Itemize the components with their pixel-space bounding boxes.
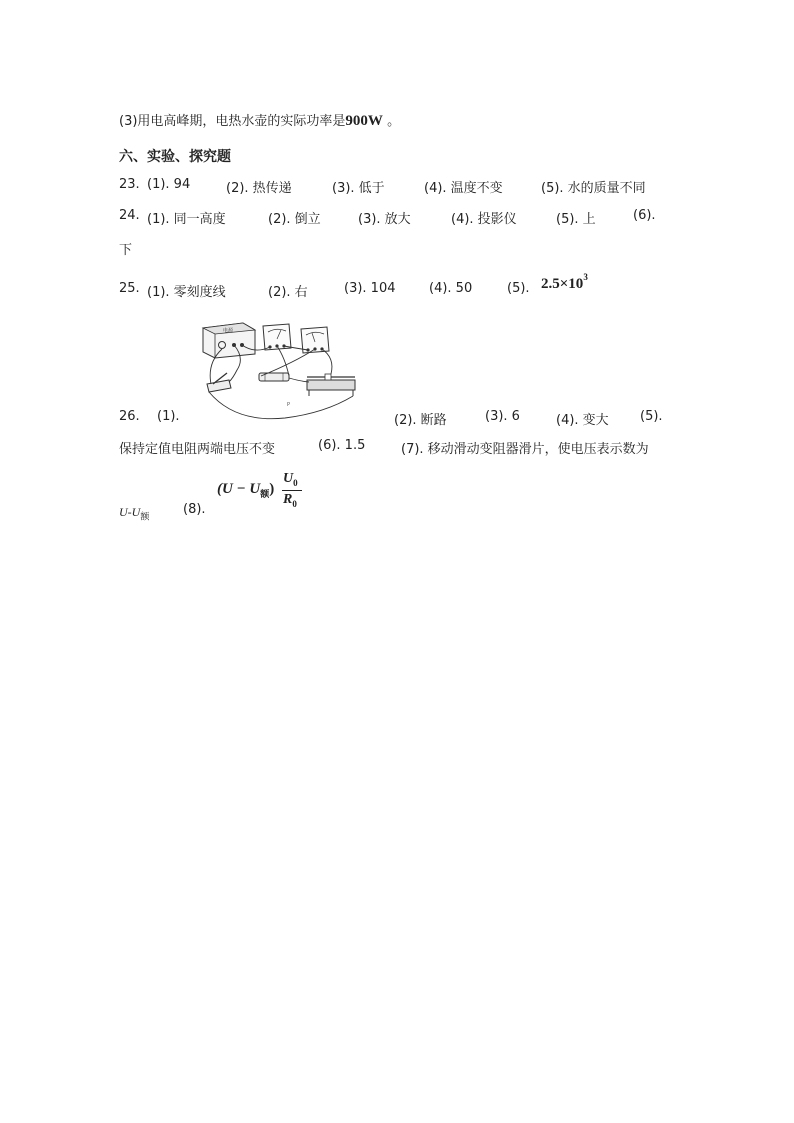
- q26-part-1: (1).: [157, 409, 180, 424]
- circuit-diagram-figure: [185, 318, 365, 423]
- q26-part: (6). 1.5: [318, 438, 366, 453]
- q23-part: (1). 94: [147, 177, 191, 192]
- q3-value: 900W: [345, 113, 383, 129]
- q25-part: (2). 右: [268, 285, 308, 300]
- q26-label-u-minus-u-rated: $U-U_额$: [119, 505, 150, 522]
- q26-num: 26.: [119, 409, 140, 424]
- q26-part: 保持定值电阻两端电压不变: [119, 442, 276, 457]
- q26-formula-left: $(U - U_额)$: [217, 481, 275, 499]
- q23-part: (2). 热传递: [226, 181, 292, 196]
- rheostat: [307, 374, 355, 396]
- q25-part: (4). 50: [429, 281, 473, 296]
- q24-num: 24.: [119, 208, 140, 223]
- q23-part: (3). 低于: [332, 181, 385, 196]
- q26-part: (7). 移动滑动变阻器滑片，使电压表示数为: [401, 442, 649, 457]
- q26-part: (5).: [640, 409, 663, 424]
- q3-end: 。: [387, 114, 401, 129]
- q26-part: (2). 断路: [394, 413, 447, 428]
- resistor: [259, 373, 289, 381]
- power-supply-label: 电源: [223, 328, 234, 334]
- q3-text: (3)用电高峰期，电热水壶的实际功率是: [119, 114, 346, 129]
- q24-part: (4). 投影仪: [451, 212, 517, 227]
- q23-num: 23.: [119, 177, 140, 192]
- answer-q3: [119, 110, 400, 130]
- q25-part: (3). 104: [344, 281, 396, 296]
- q24-cont: 下: [119, 243, 133, 258]
- q26-part: (4). 变大: [556, 413, 609, 428]
- q24-part: (1). 同一高度: [147, 212, 226, 227]
- q24-part: (3). 放大: [358, 212, 411, 227]
- q23-part: (5). 水的质量不同: [541, 181, 646, 196]
- q24-part: (5). 上: [556, 212, 596, 227]
- q25-num: 25.: [119, 281, 140, 296]
- q26-part: (3). 6: [485, 409, 520, 424]
- q25-formula: $2.5\times 10^3$: [541, 272, 588, 292]
- q26-formula-numerator: $U_0$: [283, 471, 298, 488]
- q26-part-8: (8).: [183, 502, 206, 517]
- q25-part: (5).: [507, 281, 530, 296]
- svg-text:P: P: [287, 402, 291, 408]
- section-title: 六、实验、探究题: [119, 149, 231, 165]
- q26-formula-denominator: $R_0$: [283, 492, 297, 509]
- q23-part: (4). 温度不变: [424, 181, 503, 196]
- q24-part: (2). 倒立: [268, 212, 321, 227]
- q24-part: (6).: [633, 208, 656, 223]
- q25-part: (1). 零刻度线: [147, 285, 226, 300]
- power-supply: [203, 323, 255, 358]
